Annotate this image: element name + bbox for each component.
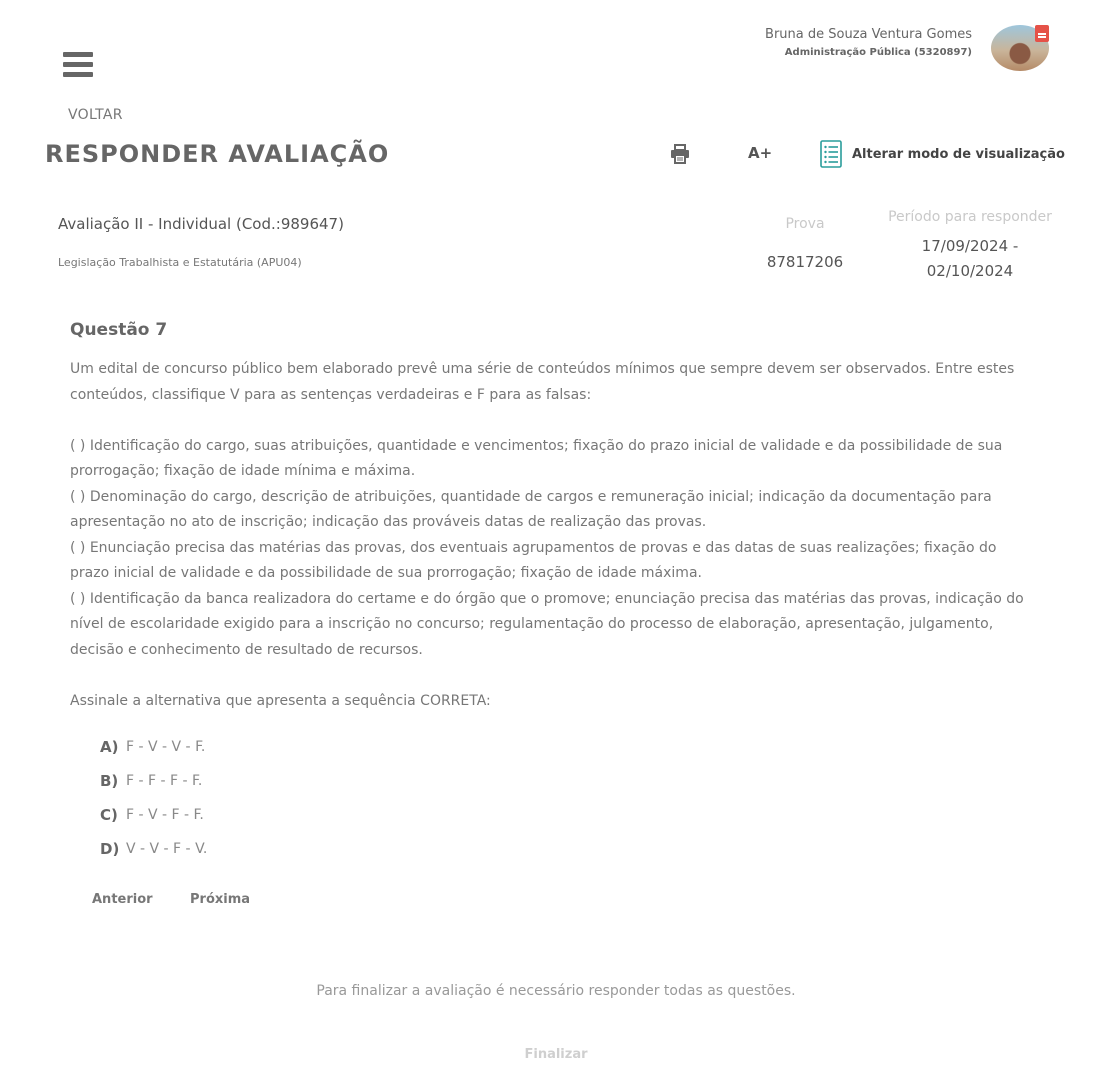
view-mode-button[interactable] <box>820 140 1065 168</box>
page-title: RESPONDER AVALIAÇÃO <box>45 140 390 168</box>
assessment-subject: Legislação Trabalhista e Estatutária (APU04) <box>58 256 302 269</box>
alternative-letter: D) <box>100 840 120 858</box>
hamburger-menu-icon[interactable] <box>63 52 93 80</box>
assessment-title: Avaliação II - Individual (Cod.:989647) <box>58 215 344 233</box>
question-prompt: Assinale a alternativa que apresenta a sequência CORRETA: <box>70 692 491 709</box>
question-title: Questão 7 <box>70 320 168 340</box>
alternative-text: F - F - F - F. <box>126 773 203 789</box>
previous-button[interactable]: Anterior <box>92 892 153 907</box>
finish-button[interactable]: Finalizar <box>524 1047 588 1062</box>
user-name: Bruna de Souza Ventura Gomes <box>765 27 972 42</box>
periodo-value <box>895 234 1045 284</box>
statement: ( ) Identificação da banca realizadora do certame e do órgão que o promove; enunciação precisa das matérias das provas, indicação do nível de escolaridade exigido para a inscrição no concurso; regulamentação do processo de elaboração, apresentação, julgamento, decisão e conhecimento de resultado de recursos. <box>70 590 1024 658</box>
back-link[interactable]: VOLTAR <box>68 107 123 123</box>
next-button[interactable]: Próxima <box>190 892 251 907</box>
font-increase-button[interactable]: A+ <box>748 144 773 162</box>
list-icon <box>820 140 842 168</box>
prova-label: Prova <box>785 216 825 232</box>
prova-value: 87817206 <box>766 253 844 271</box>
avatar[interactable] <box>991 25 1049 71</box>
statement: ( ) Enunciação precisa das matérias das provas, dos eventuais agrupamentos de provas e das datas de suas realizações; fixação do prazo inicial de validade e da possibilidade de sua prorrogação; fixação de idade máxima. <box>70 539 997 581</box>
alternative-letter: C) <box>100 806 118 824</box>
question-intro: Um edital de concurso público bem elaborado prevê uma série de conteúdos mínimos que sempre devem ser observados. Entre estes conteúdos, classifique V para as sentenças verdadeiras e F para as falsas: <box>70 361 1015 403</box>
statement: ( ) Denominação do cargo, descrição de atribuições, quantidade de cargos e remuneração inicial; indicação da documentação para apresentação no ato de inscrição; indicação das prováveis datas de realização das provas. <box>70 488 992 530</box>
question-body <box>70 357 1038 714</box>
alternative-text: F - V - V - F. <box>126 739 206 755</box>
alternative-c[interactable] <box>100 798 207 832</box>
periodo-end: 02/10/2024 <box>926 262 1014 280</box>
alternative-letter: B) <box>100 772 119 790</box>
alternative-text: V - V - F - V. <box>126 841 208 857</box>
periodo-start: 17/09/2024 - <box>921 237 1019 255</box>
finish-message: Para finalizar a avaliação é necessário responder todas as questões. <box>316 983 796 999</box>
periodo-label: Período para responder <box>888 209 1052 225</box>
view-mode-label: Alterar modo de visualização <box>852 146 1065 162</box>
alternatives-list <box>100 730 207 866</box>
user-course: Administração Pública (5320897) <box>784 47 972 58</box>
alternative-letter: A) <box>100 738 119 756</box>
statement: ( ) Identificação do cargo, suas atribuições, quantidade e vencimentos; fixação do prazo inicial de validade e da possibilidade de sua prorrogação; fixação de idade mínima e máxima. <box>70 437 1003 479</box>
printer-icon[interactable] <box>670 144 690 164</box>
alternative-d[interactable] <box>100 832 207 866</box>
alternative-text: F - V - F - F. <box>126 807 204 823</box>
alternative-a[interactable] <box>100 730 207 764</box>
document-badge-icon <box>1035 25 1049 42</box>
alternative-b[interactable] <box>100 764 207 798</box>
